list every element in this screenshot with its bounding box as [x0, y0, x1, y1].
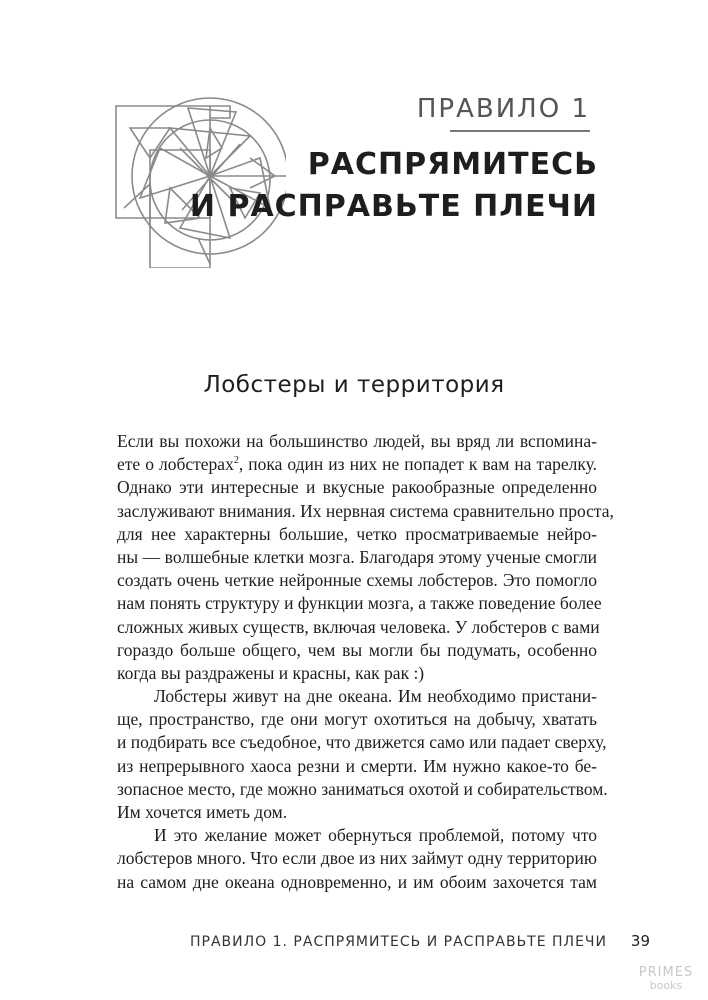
- text-line: создать очень четкие нейронные схемы лобстеров. Это помогло: [117, 570, 597, 591]
- text-line: на самом дне океана одновременно, и им обоим захочется там: [117, 871, 597, 892]
- text-line: гораздо больше общего, чем вы могли бы подумать, особенно: [117, 639, 597, 660]
- text-line: Лобстеры живут на дне океана. Им необходимо пристани-: [154, 686, 597, 707]
- text-line: нам понять структуру и функции мозга, а также поведение более: [117, 593, 602, 614]
- rule-title: [190, 144, 598, 228]
- text-line: [117, 453, 597, 476]
- text-line: и подбирать все съедобное, что движется само или падает сверху,: [117, 732, 607, 753]
- rule-number: ПРАВИЛО 1: [416, 94, 590, 124]
- rule-number-underline: [450, 130, 590, 132]
- section-heading: Лобстеры и территория: [203, 372, 505, 398]
- body-text: [117, 430, 614, 894]
- text-fragment: ете о лобстерах: [117, 454, 234, 475]
- text-line: И это желание может обернуться проблемой, потому что: [154, 825, 597, 846]
- text-line: Им хочется иметь дом.: [117, 802, 288, 822]
- text-line: для нее характерны большие, четко просматриваемые нейро-: [117, 523, 597, 544]
- text-fragment: , пока один из них не попадет к вам на тарелку.: [238, 454, 597, 475]
- rule-title-line: РАСПРЯМИТЕСЬ: [307, 147, 598, 182]
- text-line: ны — волшебные клетки мозга. Благодаря этому ученые смогли: [117, 546, 597, 567]
- page-number: 39: [630, 932, 650, 950]
- watermark: [626, 966, 706, 992]
- rule-title-line: И РАСПРАВЬТЕ ПЛЕЧИ: [189, 189, 598, 224]
- text-line: лобстеров много. Что если двое из них займут одну территорию: [117, 848, 597, 869]
- text-line: зопасное место, где можно заниматься охотой и собирательством.: [117, 778, 608, 799]
- footnote-marker: 2: [233, 455, 239, 467]
- text-line: заслуживают внимания. Их нервная система сравнительно проста,: [117, 500, 614, 521]
- watermark-line: books: [649, 979, 683, 992]
- text-line: ще, пространство, где они могут охотиться на добычу, хватать: [117, 709, 597, 730]
- text-line: сложных живых существ, включая человека. У лобстеров с вами: [117, 616, 600, 637]
- running-footer-title: ПРАВИЛО 1. РАСПРЯМИТЕСЬ И РАСПРАВЬТЕ ПЛЕЧИ: [190, 934, 607, 950]
- text-line: из непрерывного хаоса резни и смерти. Им нужно какое-то бе-: [117, 755, 597, 776]
- text-line: когда вы раздражены и красны, как рак :): [117, 662, 425, 683]
- watermark-line: PRIMES: [638, 965, 694, 980]
- text-line: Однако эти интересные и вкусные ракообразные определенно: [117, 477, 597, 498]
- text-line: Если вы похожи на большинство людей, вы вряд ли вспомина-: [117, 431, 597, 451]
